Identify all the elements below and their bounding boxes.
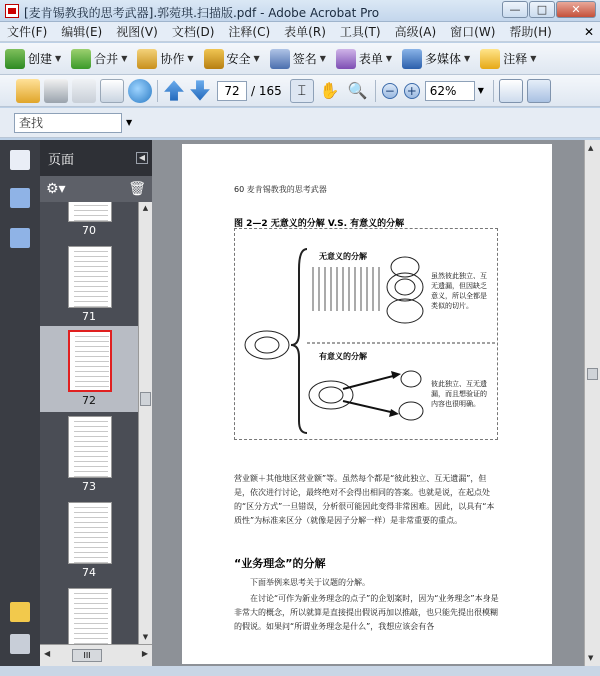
window-title: [麦肯锡教我的思考武器].郭菀琪.扫描版.pdf - Adobe Acrobat Pro: [24, 6, 380, 20]
document-view[interactable]: [152, 140, 584, 666]
menu-file[interactable]: 文件(F): [7, 25, 48, 39]
create-button[interactable]: [2, 46, 64, 72]
thumbnail-image: [68, 588, 112, 644]
form-icon: [336, 49, 356, 69]
chevron-down-icon[interactable]: ▼: [126, 118, 133, 127]
thumbnail-label: 73: [82, 480, 96, 493]
sign-label: 签名: [292, 52, 317, 66]
trash-icon[interactable]: 🗑: [128, 181, 146, 197]
collaborate-button[interactable]: [134, 46, 196, 72]
options-gear-icon[interactable]: ⚙▾: [46, 181, 66, 197]
toolbar-divider: [157, 80, 158, 102]
body-paragraph: 在讨论“可作为新业务理念的点子”的企划案时，因为“业务理念”本身是非常大的概念，所以就算是直接提出假说再加以推敲，也只能先提出很模糊的假说。如果问“所谓业务理念是什么”，我想应该会有各: [234, 594, 499, 631]
pdf-page: [182, 144, 552, 664]
comment-label: 注释: [503, 52, 528, 66]
navigation-rail: [0, 140, 40, 666]
menu-window[interactable]: 窗口(W): [450, 25, 496, 39]
thumbnail-label: 74: [82, 566, 96, 579]
maximize-button[interactable]: □: [529, 1, 555, 18]
page-number-input[interactable]: 72: [217, 81, 247, 101]
previous-page-icon[interactable]: [163, 79, 185, 103]
fit-page-icon[interactable]: [527, 79, 551, 103]
toolbar-divider: [375, 80, 376, 102]
decomposition-diagram: [235, 229, 499, 441]
combine-label: 合并: [94, 52, 119, 66]
bookmarks-icon[interactable]: [10, 188, 30, 208]
thumbnail-image: [68, 416, 112, 478]
pages-panel-title: 页面: [48, 152, 75, 168]
find-input[interactable]: 查找: [14, 113, 122, 133]
open-folder-icon[interactable]: [16, 79, 40, 103]
thumbnail-label: 71: [82, 310, 96, 323]
create-icon: [5, 49, 25, 69]
body-paragraph: 营业额＋其他地区营业额”等。虽然每个都是“彼此独立、互无遗漏”，但是，依次进行讨论，最终绝对不会得出相同的答案。也就是说，在起点处的“区分方式”一旦错误，分析很可能因此变得非常困难。因此，以具有“本质性”为标准来区分（就像是因子分解一样）是非常重要的重点。: [234, 474, 495, 525]
menu-document[interactable]: 文档(D): [171, 25, 215, 39]
scroll-thumb[interactable]: III: [72, 649, 102, 662]
figure-diagram: [234, 228, 498, 440]
task-toolbar: [0, 43, 600, 75]
scroll-thumb[interactable]: [140, 392, 151, 406]
figure-caption: 图 2—2 无意义的分解 V.S. 有意义的分解: [234, 219, 405, 229]
chevron-down-icon: ▼: [55, 54, 62, 63]
window-controls: [502, 1, 596, 18]
forms-button[interactable]: [333, 46, 395, 72]
thumbnail-image: [68, 202, 112, 222]
comment-icon: [480, 49, 500, 69]
chevron-down-icon: ▼: [121, 54, 128, 63]
pages-icon[interactable]: [10, 150, 30, 170]
comment-button[interactable]: [477, 46, 539, 72]
pages-panel-toolbar: [40, 176, 152, 202]
chevron-down-icon: ▼: [253, 54, 260, 63]
page-thumbnails: [40, 202, 138, 644]
chevron-down-icon: ▼: [385, 54, 393, 63]
scroll-up-icon[interactable]: ▲: [142, 204, 149, 212]
chevron-down-icon: ▼: [187, 54, 194, 63]
scroll-down-icon[interactable]: ▼: [588, 654, 594, 662]
zoom-level-input[interactable]: 62%: [425, 81, 475, 101]
thumbnails-scrollbar[interactable]: [138, 202, 152, 644]
collaborate-label: 协作: [160, 52, 185, 66]
scroll-left-icon[interactable]: ◀: [44, 649, 51, 658]
menu-forms[interactable]: 表单(R): [284, 25, 326, 39]
status-bar: [0, 666, 600, 676]
find-toolbar: [0, 108, 600, 138]
zoom-tool-icon[interactable]: 🔍: [347, 80, 368, 100]
scroll-thumb[interactable]: [587, 368, 598, 380]
zoom-out-icon[interactable]: −: [382, 83, 398, 99]
thumbnails-horizontal-scrollbar[interactable]: [40, 644, 152, 666]
zoom-in-icon[interactable]: +: [404, 83, 420, 99]
sign-button[interactable]: [267, 46, 329, 72]
select-tool-icon[interactable]: ⌶: [290, 79, 314, 103]
forms-label: 表单: [358, 52, 383, 66]
page-thumbnail-selected[interactable]: [40, 326, 138, 412]
section-heading: “业务理念”的分解: [234, 557, 326, 570]
menu-advanced[interactable]: 高级(A): [394, 25, 437, 39]
pages-panel-header: [40, 140, 152, 176]
comments-icon[interactable]: [10, 602, 30, 622]
page-thumbnail[interactable]: [40, 242, 138, 328]
scroll-up-icon[interactable]: ▲: [588, 144, 594, 152]
pen-icon: [270, 49, 290, 69]
file-toolbar: [0, 75, 600, 107]
secure-label: 安全: [226, 52, 251, 66]
label-meaningless: 无意义的分解: [319, 252, 367, 261]
menu-bar: [0, 22, 600, 42]
globe-upload-icon[interactable]: [128, 79, 152, 103]
label-meaningful: 有意义的分解: [319, 352, 367, 361]
multimedia-icon: [402, 49, 422, 69]
acrobat-icon: [5, 4, 19, 18]
chevron-down-icon: ▼: [530, 54, 537, 63]
save-icon[interactable]: [72, 79, 96, 103]
hand-tool-icon[interactable]: ✋: [319, 80, 340, 100]
body-paragraph: 下面举例来思考关于议题的分解。: [250, 578, 370, 587]
note-meaningless: 虽然彼此独立、互无遗漏，但因缺乏意义，所以全都是类似的切片。: [431, 272, 487, 310]
chevron-down-icon: ▼: [319, 54, 326, 63]
page-thumbnail[interactable]: [40, 202, 138, 242]
menu-comments[interactable]: 注释(C): [228, 25, 271, 39]
pages-panel: [40, 140, 152, 666]
toolbar-divider: [493, 80, 494, 102]
menu-tools[interactable]: 工具(T): [339, 25, 381, 39]
title-bar: [0, 0, 600, 22]
attachment-icon[interactable]: [10, 634, 30, 654]
document-scrollbar[interactable]: [584, 140, 600, 666]
fit-width-icon[interactable]: [499, 79, 523, 103]
thumbnail-image: [68, 246, 112, 308]
next-page-icon[interactable]: [189, 79, 211, 103]
note-meaningful: 彼此独立、互无遗漏，而且想验证的内容也很明确。: [431, 380, 487, 408]
scroll-right-icon[interactable]: ▶: [141, 649, 148, 658]
print-icon[interactable]: [44, 79, 68, 103]
multimedia-label: 多媒体: [425, 52, 462, 66]
combine-button[interactable]: [68, 46, 130, 72]
thumbnail-label: 70: [82, 224, 96, 237]
thumbnail-label: 72: [82, 394, 96, 407]
thumbnail-image: [68, 502, 112, 564]
page-thumbnail[interactable]: [40, 412, 138, 498]
signatures-icon[interactable]: [10, 228, 30, 248]
secure-button[interactable]: [201, 46, 263, 72]
combine-icon: [71, 49, 91, 69]
multimedia-button[interactable]: [399, 46, 473, 72]
menu-help[interactable]: 帮助(H): [509, 25, 552, 39]
create-label: 创建: [28, 52, 53, 66]
document-close-button[interactable]: ✕: [583, 24, 594, 39]
thumbnail-image: [68, 330, 112, 392]
minimize-button[interactable]: —: [502, 1, 528, 18]
page-total: / 165: [251, 83, 282, 98]
close-button[interactable]: ✕: [556, 1, 596, 18]
page-thumbnail[interactable]: [40, 498, 138, 584]
chevron-down-icon: ▼: [464, 54, 471, 63]
collapse-panel-icon[interactable]: ◀: [136, 152, 148, 164]
menu-edit[interactable]: 编辑(E): [61, 25, 103, 39]
email-icon[interactable]: [100, 79, 124, 103]
lock-icon: [204, 49, 224, 69]
menu-view[interactable]: 视图(V): [116, 25, 158, 39]
scroll-down-icon[interactable]: ▼: [142, 633, 149, 641]
collaborate-icon: [137, 49, 157, 69]
running-head: 60 麦肯锡教我的思考武器: [234, 185, 327, 194]
chevron-down-icon[interactable]: ▼: [477, 86, 484, 95]
page-thumbnail[interactable]: [40, 584, 138, 644]
